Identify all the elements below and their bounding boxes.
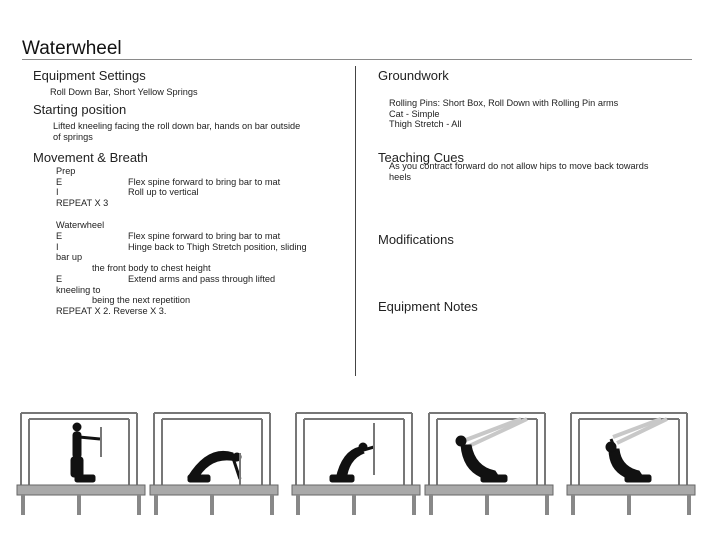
teaching-cues-line1: As you contract forward do not allow hips to move back towards — [389, 161, 649, 171]
equipment-settings-text: Roll Down Bar, Short Yellow Springs — [50, 87, 198, 97]
photo-4-arched-back-bar-overhead — [423, 405, 555, 520]
waterwheel-e2-cont2: being the next repetition — [92, 295, 191, 305]
cadillac-bed-icon — [425, 485, 553, 515]
waterwheel-i-cont1: bar up — [56, 252, 83, 262]
starting-position-line2: of springs — [53, 132, 93, 142]
cadillac-bed-icon — [567, 485, 695, 515]
prep-i-key: I — [56, 187, 59, 197]
pilates-figure-icon — [330, 443, 374, 482]
teaching-cues-heading: Teaching Cues — [378, 150, 464, 165]
cadillac-bed-icon — [150, 485, 278, 515]
waterwheel-label: Waterwheel — [56, 220, 105, 230]
groundwork-line-1: Rolling Pins: Short Box, Roll Down with Rolling Pin arms — [389, 98, 619, 108]
waterwheel-e-key: E — [56, 231, 63, 241]
prep-i-text: Roll up to vertical — [128, 187, 199, 197]
starting-position-heading: Starting position — [33, 102, 127, 117]
photo-3-hinged-back — [290, 405, 422, 520]
cadillac-bed-icon — [292, 485, 420, 515]
photo-5-arched-back-reaching — [565, 405, 697, 520]
title-divider — [22, 59, 692, 60]
pilates-figure-icon — [71, 423, 100, 482]
spring-straps-icon — [613, 419, 667, 443]
cadillac-frame-icon — [571, 413, 687, 495]
movement-heading: Movement & Breath — [33, 150, 148, 165]
equipment-settings-heading: Equipment Settings — [33, 68, 146, 83]
page-title: Waterwheel — [22, 38, 122, 59]
pilates-figure-icon — [606, 439, 651, 482]
photo-2-spine-flexed — [148, 405, 280, 520]
waterwheel-repeat: REPEAT X 2. Reverse X 3. — [56, 306, 167, 316]
cadillac-bed-icon — [17, 485, 145, 515]
modifications-heading: Modifications — [378, 232, 454, 247]
waterwheel-i-key: I — [56, 242, 59, 252]
prep-e-text: Flex spine forward to bring bar to mat — [128, 177, 281, 187]
prep-e-key: E — [56, 177, 63, 187]
cadillac-frame-icon — [429, 413, 545, 495]
waterwheel-e2-key: E — [56, 274, 63, 284]
prep-repeat: REPEAT X 3 — [56, 198, 109, 208]
pilates-figure-icon — [188, 451, 241, 482]
equipment-notes-heading: Equipment Notes — [378, 299, 478, 314]
teaching-cues-line2: heels — [389, 172, 411, 182]
pilates-figure-icon — [456, 436, 507, 482]
groundwork-heading: Groundwork — [378, 68, 449, 83]
spring-straps-icon — [463, 419, 527, 447]
waterwheel-e-text: Flex spine forward to bring bar to mat — [128, 231, 281, 241]
waterwheel-i-cont2: the front body to chest height — [92, 263, 211, 273]
photo-1-kneeling-upright — [15, 405, 147, 520]
photo-strip — [0, 395, 720, 540]
groundwork-line-2: Cat - Simple — [389, 109, 440, 119]
groundwork-line-3: Thigh Stretch - All — [389, 119, 462, 129]
waterwheel-e2-cont1: kneeling to — [56, 285, 101, 295]
waterwheel-i-text: Hinge back to Thigh Stretch position, sliding — [128, 242, 307, 252]
prep-label: Prep — [56, 166, 76, 176]
column-divider — [355, 66, 356, 376]
waterwheel-e2-text: Extend arms and pass through lifted — [128, 274, 276, 284]
starting-position-line1: Lifted kneeling facing the roll down bar, hands on bar outside — [53, 121, 301, 131]
